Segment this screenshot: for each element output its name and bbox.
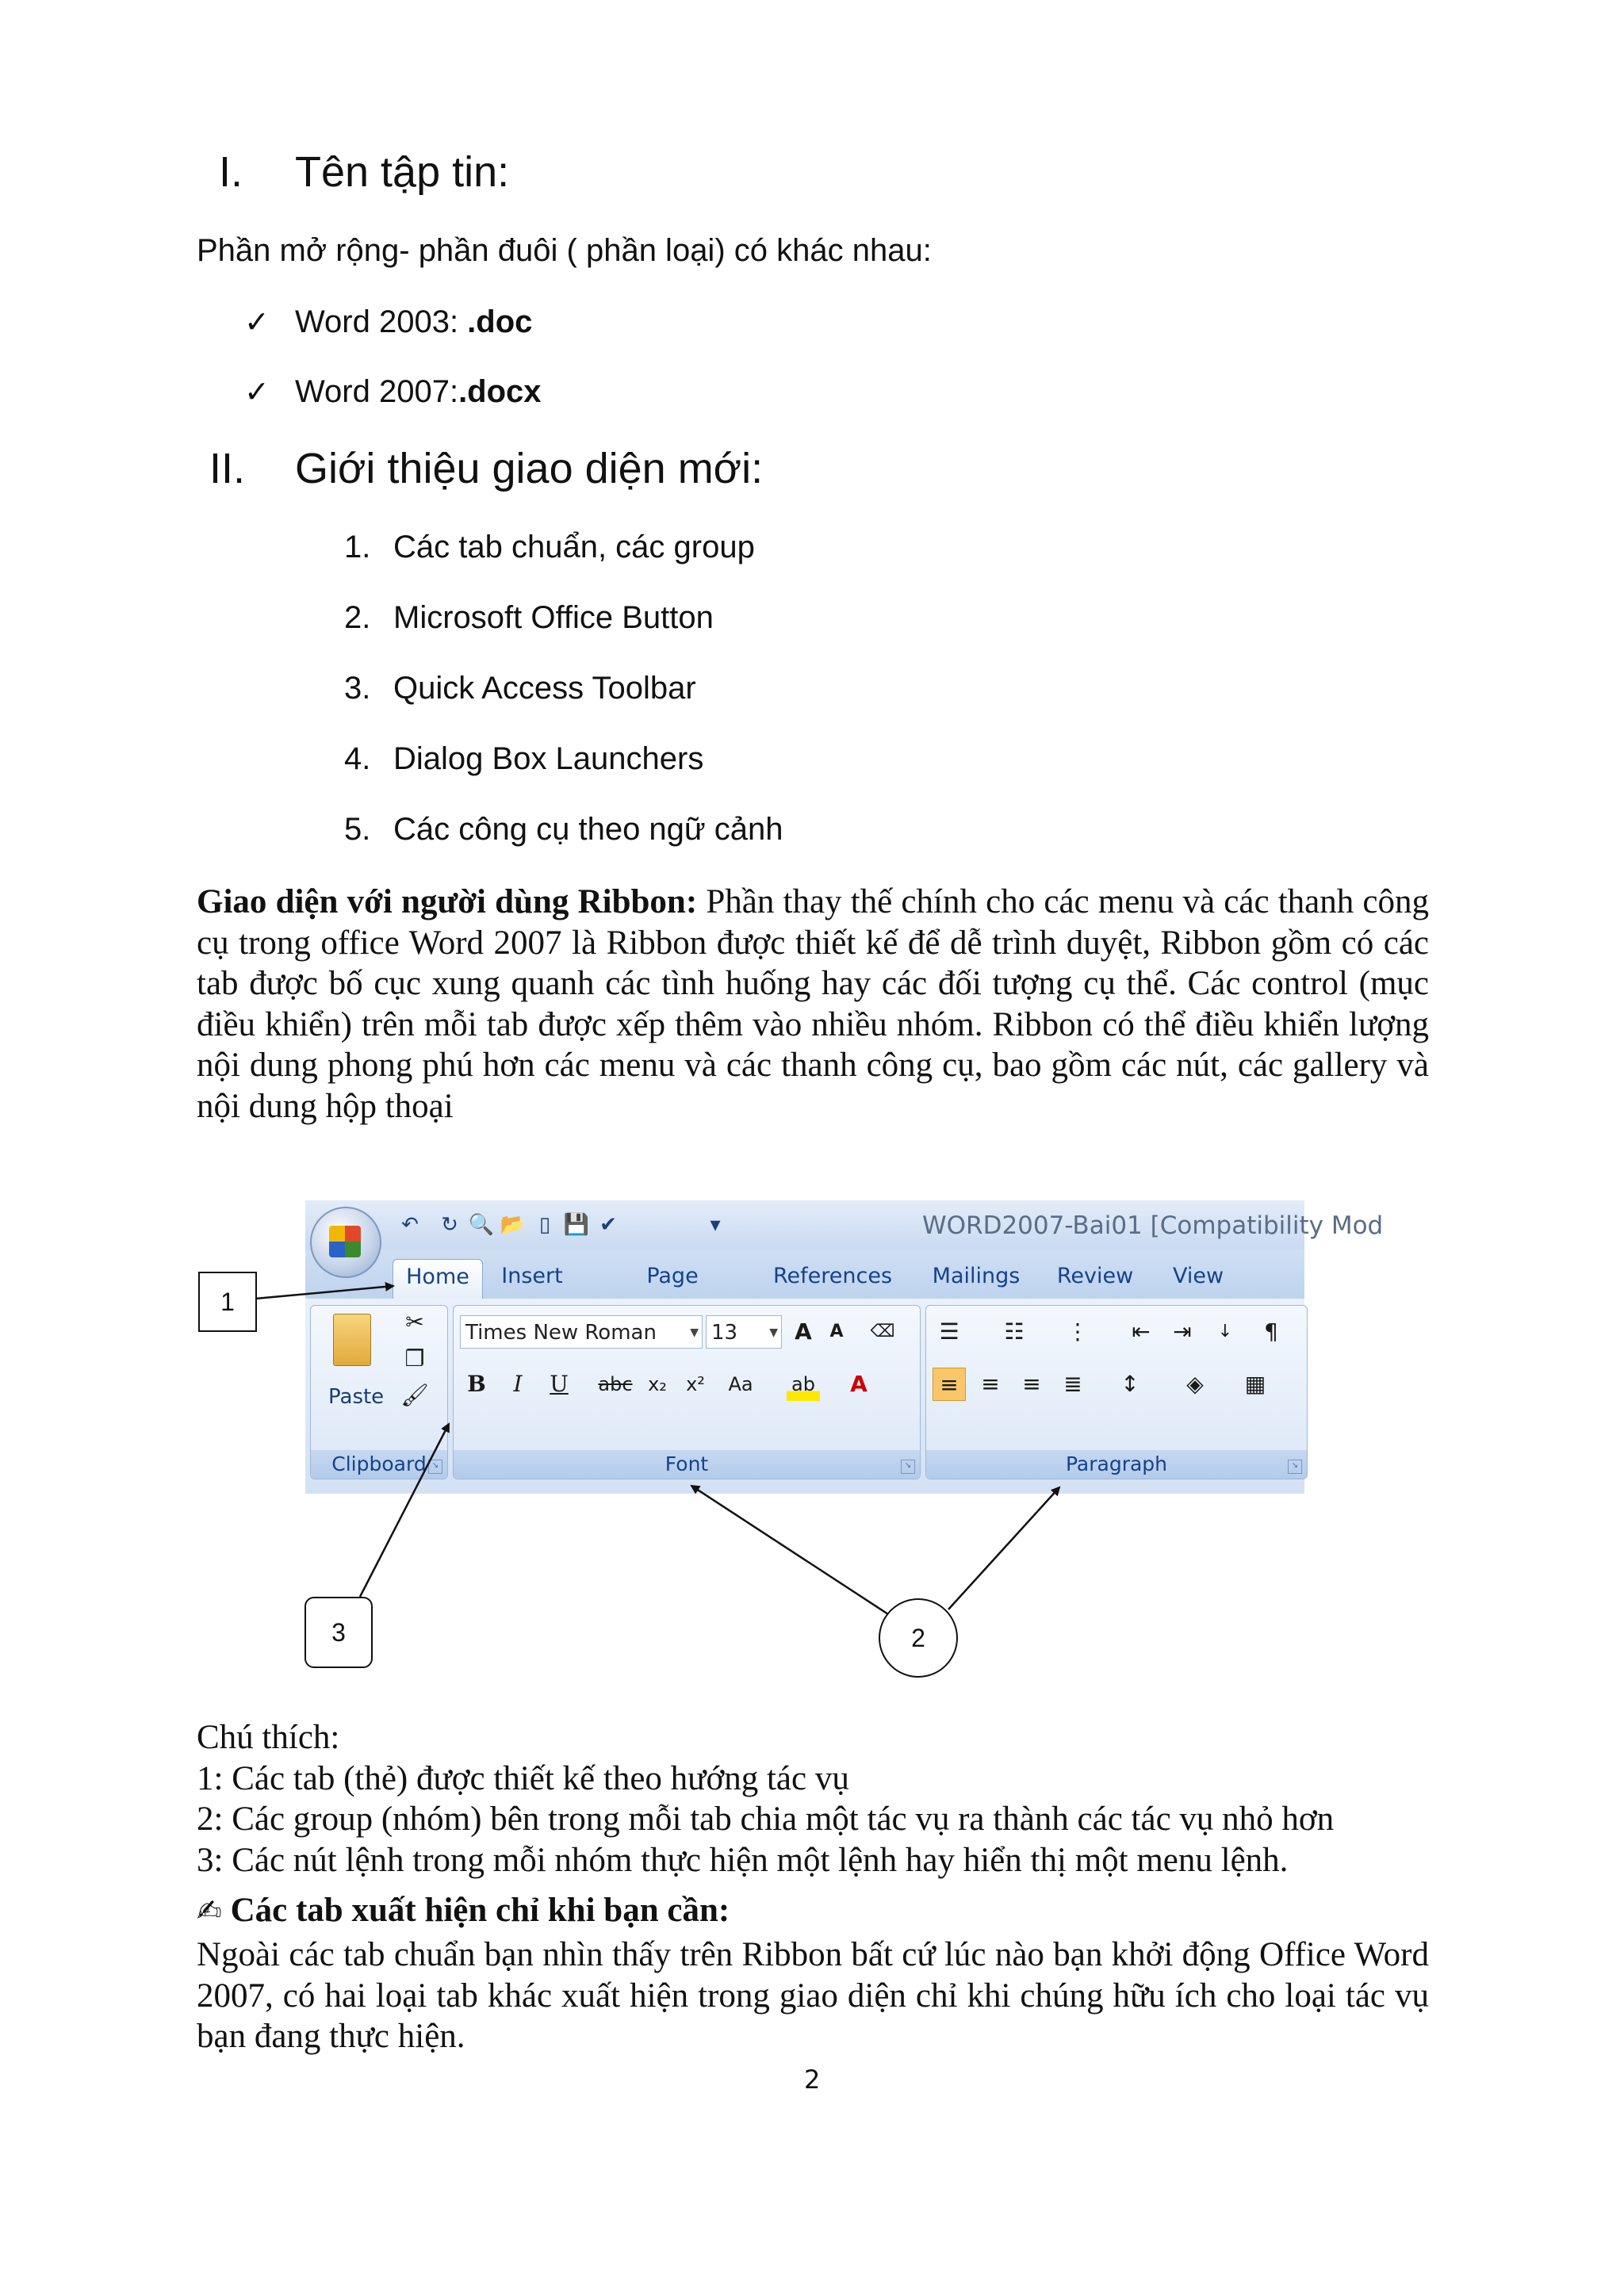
justify-icon[interactable]: ≣ — [1063, 1371, 1082, 1397]
section-1-numeral: I. — [219, 148, 243, 196]
note-line: 2: Các group (nhóm) bên trong mỗi tab chia một tác vụ ra thành các tác vụ nhỏ hơn — [197, 1800, 1335, 1838]
paragraph-launcher-icon[interactable]: ↘ — [1288, 1460, 1302, 1474]
callout-1: 1 — [198, 1272, 257, 1332]
note-line: 1: Các tab (thẻ) được thiết kế theo hướng tác vụ — [197, 1759, 849, 1797]
undo-icon[interactable]: ↶ — [401, 1213, 419, 1237]
bullets-icon[interactable]: ☰ — [939, 1318, 959, 1345]
tab-home[interactable]: Home — [393, 1259, 483, 1299]
tab-review[interactable]: Review — [1056, 1264, 1134, 1288]
font-color-icon[interactable]: A — [850, 1371, 868, 1397]
list-item: Dialog Box Launchers — [393, 741, 704, 776]
shading-icon[interactable]: ◈ — [1186, 1371, 1204, 1397]
section-2-title: Giới thiệu giao diện mới: — [295, 445, 764, 492]
section-1-title: Tên tập tin: — [295, 148, 510, 196]
check-icon: ✓ — [244, 306, 270, 339]
show-formatting-icon[interactable]: ¶ — [1264, 1318, 1278, 1345]
cut-icon[interactable]: ✂ — [405, 1309, 424, 1335]
window-title: WORD2007-Bai01 [Compatibility Mod — [922, 1211, 1384, 1240]
borders-icon[interactable]: ▦ — [1244, 1371, 1266, 1397]
bold-button[interactable]: B — [467, 1371, 486, 1397]
callout-2: 2 — [879, 1598, 958, 1678]
tab-page-layout[interactable]: Page — [646, 1264, 699, 1288]
arrow-to-paragraph-group — [948, 1487, 1059, 1609]
save-icon[interactable]: 💾 — [563, 1213, 590, 1237]
tab-insert[interactable]: Insert — [501, 1264, 563, 1288]
intro-line: Phần mở rộng- phần đuôi ( phần loại) có khác nhau: — [197, 233, 932, 268]
paragraph-group-label: Paragraph — [926, 1450, 1307, 1479]
list-item-number: 3. — [344, 671, 371, 706]
tip-heading-row — [197, 1890, 730, 1931]
copy-icon[interactable]: ❐ — [404, 1345, 425, 1372]
paste-label[interactable]: Paste — [328, 1385, 385, 1409]
clipboard-launcher-icon[interactable]: ↘ — [428, 1460, 442, 1474]
ribbon-paragraph-lead: Giao diện với người dùng Ribbon: — [197, 883, 698, 920]
arrow-to-font-group — [691, 1486, 888, 1614]
font-size-value: 13 — [711, 1321, 738, 1345]
list-item: Các công cụ theo ngữ cảnh — [393, 812, 783, 847]
open-icon[interactable]: 📂 — [500, 1213, 527, 1237]
new-document-icon[interactable]: ▯ — [538, 1213, 551, 1237]
italic-button[interactable]: I — [513, 1371, 523, 1397]
ribbon-paragraph-text: Phần thay thế chính cho các menu và các thanh công cụ trong office Word 2007 là Ribbon được thiết kế để dễ trình duyệt, Ribbon gồm có các tab được bố cục xung quanh các tình huống hay các đối tượng cụ thể. Các control (mục điều khiển) trên mỗi tab được xếp thêm vào nhiều nhóm. Ribbon có thể điều khiển lượng nội dung phong phú hơn các menu và các thanh công cụ, bao gồm các nút, các gallery và nội dung hộp thoại — [197, 883, 1430, 1125]
check-item-value: .docx — [458, 374, 542, 409]
check-icon: ✓ — [244, 376, 270, 409]
chevron-down-icon: ▼ — [769, 1326, 778, 1339]
clipboard-group-label: Clipboard — [311, 1450, 447, 1479]
font-group-label: Font — [454, 1450, 920, 1479]
multilevel-list-icon[interactable]: ⋮ — [1067, 1318, 1089, 1345]
check-item-label: Word 2003: — [295, 304, 468, 339]
font-launcher-icon[interactable]: ↘ — [901, 1460, 915, 1474]
list-item: Microsoft Office Button — [393, 600, 714, 635]
line-spacing-icon[interactable]: ↕ — [1120, 1371, 1139, 1397]
format-painter-icon[interactable]: 🖌 — [400, 1382, 429, 1408]
pencil-icon: ✍ — [197, 1893, 222, 1928]
numbering-icon[interactable]: ☷ — [1004, 1318, 1025, 1345]
callout-3: 3 — [304, 1597, 373, 1668]
arrow-to-buttons — [360, 1424, 449, 1597]
list-item-number: 5. — [344, 812, 371, 847]
tab-mailings[interactable]: Mailings — [932, 1264, 1021, 1288]
shrink-font-icon[interactable]: A — [829, 1322, 844, 1341]
arrow-to-tabs — [255, 1286, 393, 1299]
redo-icon[interactable]: ↻ — [441, 1213, 458, 1237]
tab-references[interactable]: References — [773, 1264, 893, 1288]
tab-view[interactable]: View — [1172, 1264, 1224, 1288]
customize-toolbar-icon[interactable]: ▾ — [710, 1213, 721, 1237]
chevron-down-icon: ▼ — [690, 1326, 699, 1339]
align-right-icon[interactable]: ≡ — [1022, 1371, 1041, 1397]
highlight-icon[interactable]: ab — [787, 1368, 820, 1401]
clear-formatting-icon[interactable]: ⌫ — [870, 1322, 895, 1341]
list-item: Quick Access Toolbar — [393, 671, 696, 706]
note-line: 3: Các nút lệnh trong mỗi nhóm thực hiện một lệnh hay hiển thị một menu lệnh. — [197, 1841, 1289, 1879]
notes-heading: Chú thích: — [197, 1719, 340, 1756]
list-item-number: 2. — [344, 600, 371, 635]
spelling-icon[interactable]: ✔ — [599, 1213, 617, 1237]
grow-font-icon[interactable]: A — [795, 1318, 812, 1345]
increase-indent-icon[interactable]: ⇥ — [1173, 1318, 1192, 1345]
list-item-number: 4. — [344, 741, 371, 776]
sort-icon[interactable]: ↓ — [1217, 1322, 1233, 1341]
notes-block — [197, 1717, 1465, 1881]
superscript-button[interactable]: x² — [686, 1373, 705, 1395]
align-left-icon[interactable]: ≡ — [933, 1368, 966, 1401]
check-item-label: Word 2007: — [295, 374, 459, 409]
align-center-icon[interactable]: ≡ — [981, 1371, 1000, 1397]
list-item: Các tab chuẩn, các group — [393, 530, 755, 564]
decrease-indent-icon[interactable]: ⇤ — [1132, 1318, 1151, 1345]
print-preview-icon[interactable]: 🔍 — [468, 1213, 495, 1237]
section-2-numeral: II. — [209, 445, 246, 492]
list-item-number: 1. — [344, 530, 371, 564]
underline-button[interactable]: U — [550, 1371, 569, 1397]
page-number: 2 — [804, 2064, 821, 2095]
change-case-button[interactable]: Aa — [728, 1373, 753, 1395]
strikethrough-button[interactable]: abc — [598, 1373, 633, 1395]
subscript-button[interactable]: x₂ — [648, 1373, 667, 1395]
tip-paragraph: Ngoài các tab chuẩn bạn nhìn thấy trên Ribbon bất cứ lúc nào bạn khởi động Office Word 2007, có hai loại tab khác xuất hiện trong giao diện chỉ khi chúng hữu ích cho loại tác vụ bạn đang thực hiện. — [197, 1936, 1429, 2055]
font-name-value: Times New Roman — [465, 1321, 657, 1345]
tip-heading: Các tab xuất hiện chỉ khi bạn cần: — [230, 1892, 730, 1929]
check-item-value: .doc — [467, 304, 533, 339]
